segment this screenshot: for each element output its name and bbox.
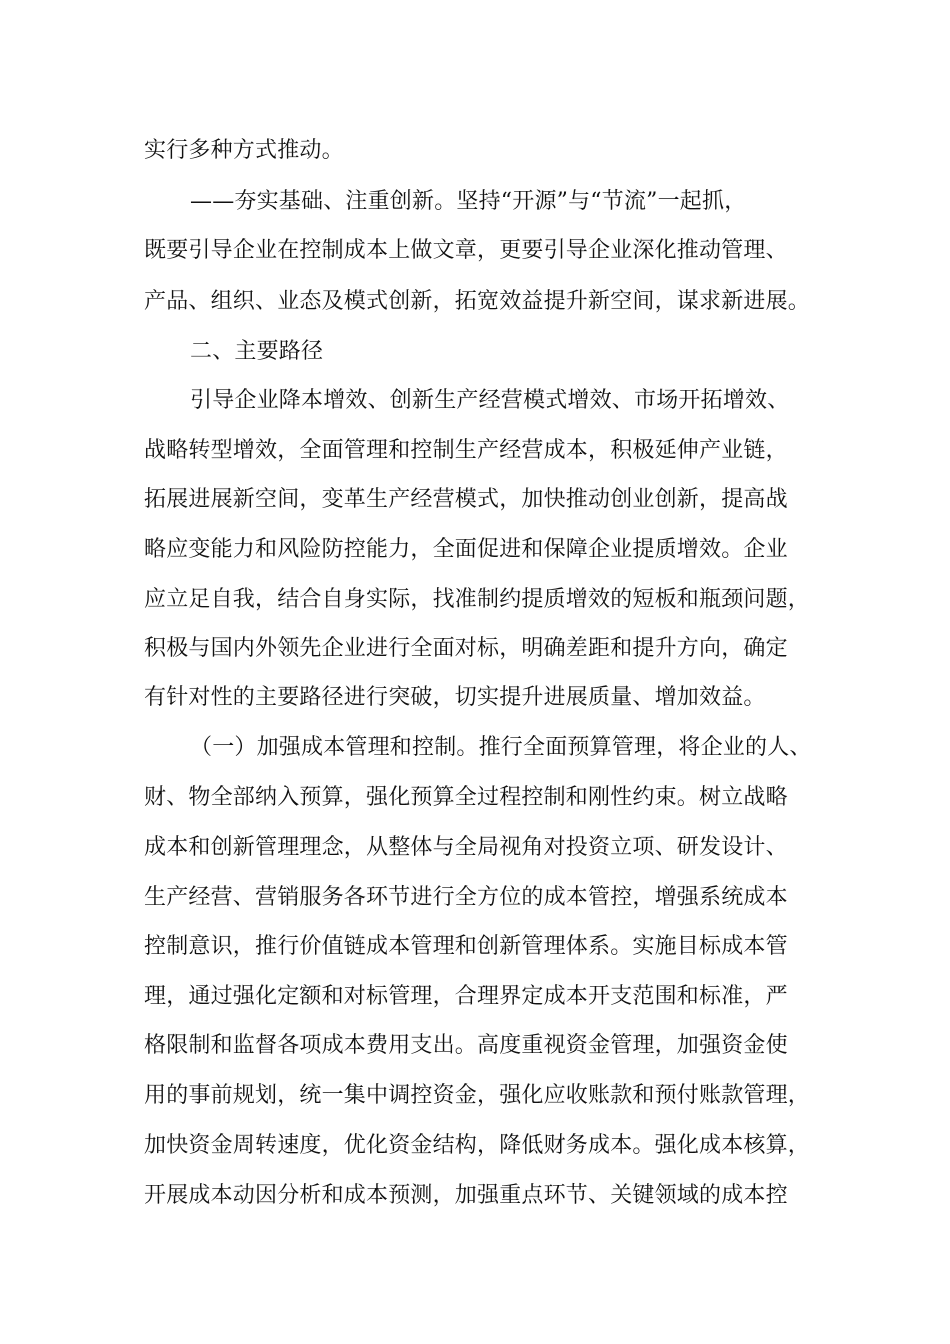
text-line: 控制意识，推行价值链成本管理和创新管理体系。实施目标成本管 [144, 934, 788, 959]
text-line: 产品、组织、业态及模式创新，拓宽效益提升新空间，谋求新进展。 [144, 289, 811, 314]
text-line: ——夯实基础、注重创新。坚持“开源”与“节流”一起抓， [190, 189, 747, 214]
text-line: 应立足自我，结合自身实际，找准制约提质增效的短板和瓶颈问题， [144, 587, 811, 612]
text-line: 既要引导企业在控制成本上做文章，更要引导企业深化推动管理、 [144, 238, 788, 263]
text-line: 用的事前规划，统一集中调控资金，强化应收账款和预付账款管理， [144, 1083, 811, 1108]
text-line: 理，通过强化定额和对标管理，合理界定成本开支范围和标准，严 [144, 984, 788, 1009]
text-line: 财、物全部纳入预算，强化预算全过程控制和刚性约束。树立战略 [144, 785, 788, 810]
text-line: 战略转型增效，全面管理和控制生产经营成本，积极延伸产业链， [144, 438, 788, 463]
text-line: 有针对性的主要路径进行突破，切实提升进展质量、增加效益。 [144, 685, 766, 710]
text-line: 加快资金周转速度，优化资金结构，降低财务成本。强化成本核算， [144, 1133, 811, 1158]
text-line: 积极与国内外领先企业进行全面对标，明确差距和提升方向，确定 [144, 636, 788, 661]
text-line: 成本和创新管理理念，从整体与全局视角对投资立项、研发设计、 [144, 835, 788, 860]
text-line: 生产经营、营销服务各环节进行全方位的成本管控，增强系统成本 [144, 885, 788, 910]
text-line: 开展成本动因分析和成本预测，加强重点环节、关键领域的成本控 [144, 1183, 788, 1208]
text-line: 引导企业降本增效、创新生产经营模式增效、市场开拓增效、 [190, 388, 790, 413]
section-heading: 二、主要路径 [190, 339, 324, 364]
text-line: 拓展进展新空间，变革生产经营模式，加快推动创业创新，提高战 [144, 487, 788, 512]
subsection-heading-line: （一）加强成本管理和控制。推行全面预算管理，将企业的人、 [190, 735, 812, 760]
text-line: 略应变能力和风险防控能力，全面促进和保障企业提质增效。企业 [144, 537, 788, 562]
text-line: 格限制和监督各项成本费用支出。高度重视资金管理，加强资金使 [144, 1033, 788, 1058]
text-line: 实行多种方式推动。 [144, 138, 344, 163]
